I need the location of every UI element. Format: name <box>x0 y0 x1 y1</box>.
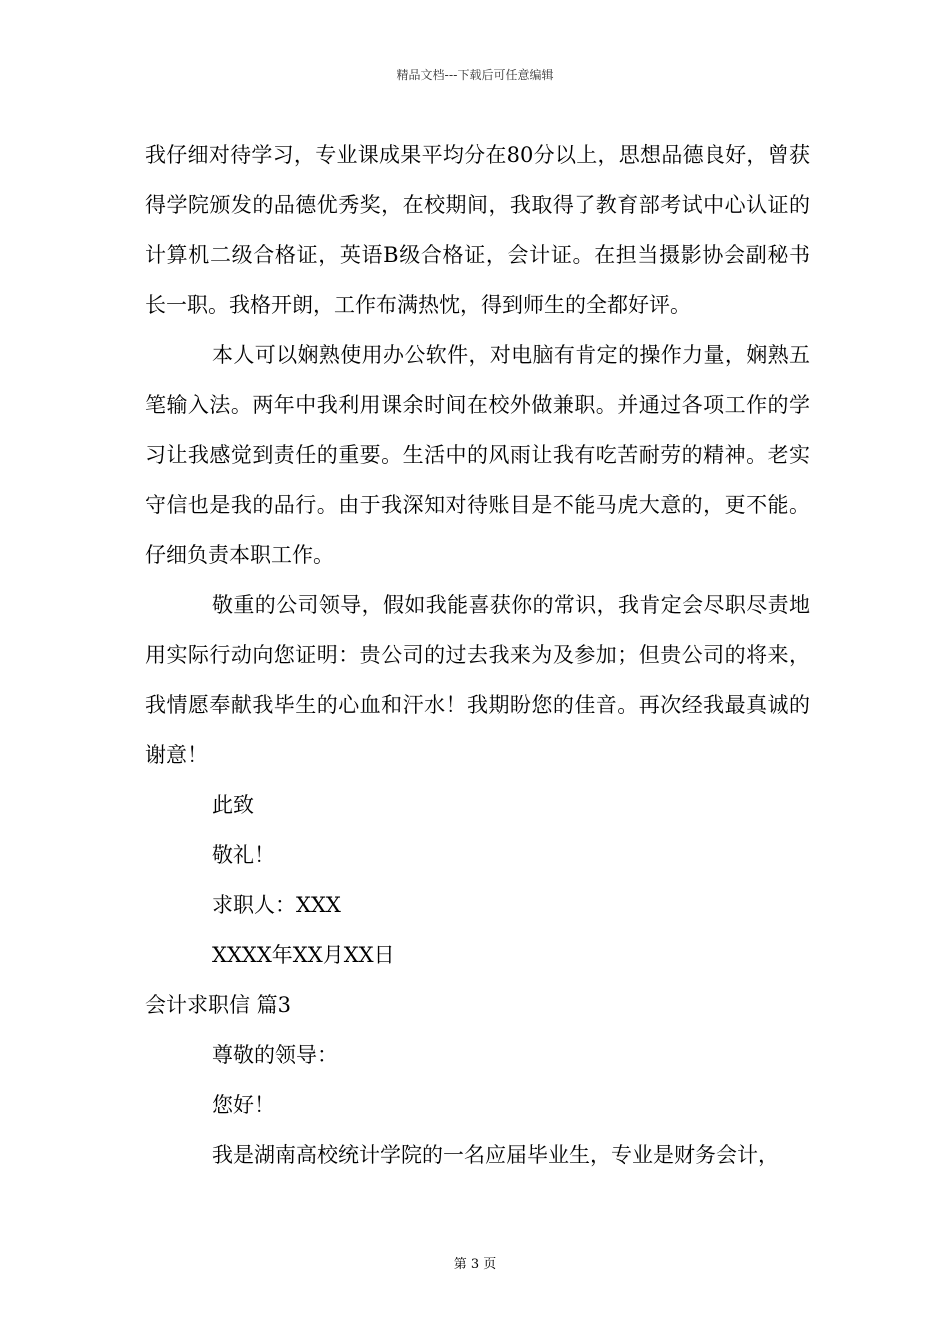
letter-greeting: 您好！ <box>212 1093 275 1117</box>
page-footer: 第 3 页 <box>453 1257 497 1272</box>
closing-date: XXXX年XX月XX日 <box>212 943 395 967</box>
page-header: 精品文档---下载后可任意编辑 <box>396 68 554 82</box>
letter-opening: 我是湖南高校统计学院的一名应届毕业生，专业是财务会计， <box>212 1143 779 1167</box>
paragraph-study: 我仔细对待学习，专业课成果平均分在80分以上，思想品德良好，曾获得学院颁发的品德优秀奖，在校期间，我取得了教育部考试中心认证的计算机二级合格证，英语B级合格证，会计证。在担当摄影协会副秘书长一职。我格开朗，工作布满热忱，得到师生的全都好评。 <box>145 143 810 317</box>
document-body <box>145 130 810 1180</box>
paragraph-appeal: 敬重的公司领导，假如我能喜获你的常识，我肯定会尽职尽责地用实际行动向您证明：贵公司的过去我来为及参加；但贵公司的将来，我情愿奉献我毕生的心血和汗水！我期盼您的佳音。再次经我最真诚的谢意！ <box>145 593 810 767</box>
letter-salutation: 尊敬的领导： <box>212 1043 338 1067</box>
closing-jing-li: 敬礼！ <box>212 843 275 867</box>
paragraph-skills: 本人可以娴熟使用办公软件，对电脑有肯定的操作力量，娴熟五笔输入法。两年中我利用课余时间在校外做兼职。并通过各项工作的学习让我感觉到责任的重要。生活中的风雨让我有吃苦耐劳的精神。老实守信也是我的品行。由于我深知对待账目是不能马虎大意的，更不能。仔细负责本职工作。 <box>145 343 810 567</box>
closing-applicant: 求职人：XXX <box>212 893 341 917</box>
closing-ci-zhi: 此致 <box>212 793 254 817</box>
section-title: 会计求职信 篇3 <box>145 993 292 1017</box>
